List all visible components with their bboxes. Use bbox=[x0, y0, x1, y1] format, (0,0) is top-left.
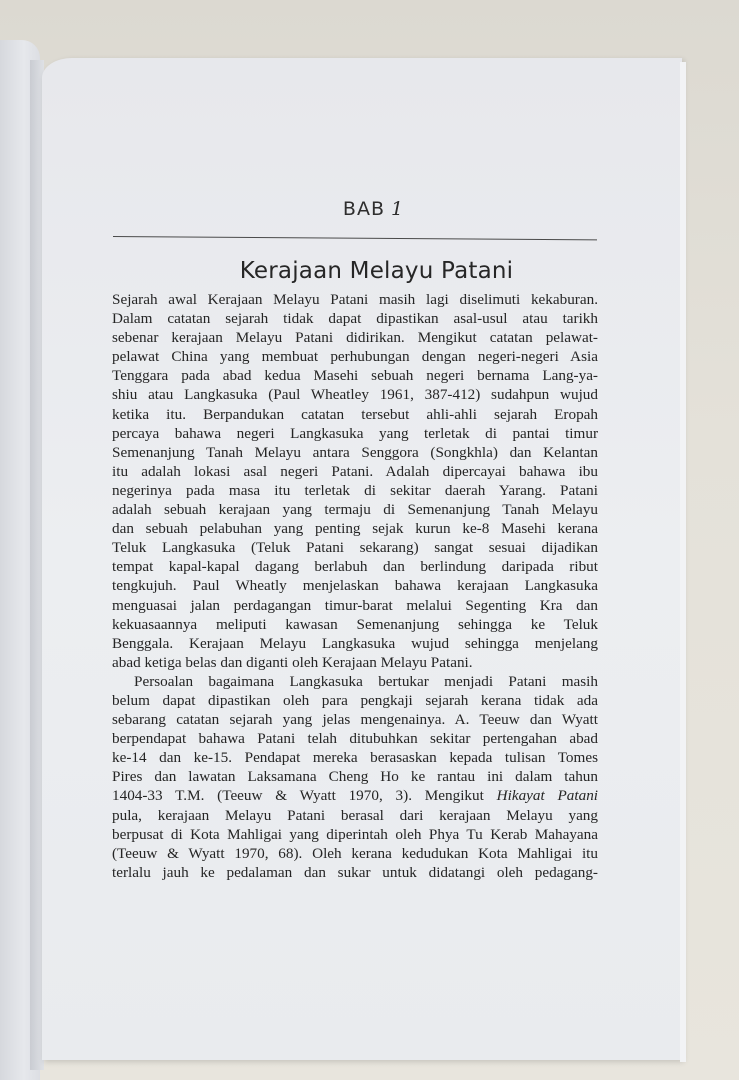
text-line: ketika itu. Berpandukan catatan tersebut ahli-ahli sejarah Eropah bbox=[112, 405, 598, 423]
text-line: Teluk Langkasuka (Teluk Patani sekarang) sangat sesuai dijadikan bbox=[112, 539, 598, 557]
text-line-with-italic bbox=[112, 786, 598, 805]
text-line: Dalam catatan sejarah tidak dapat dipastikan asal-usul atau tarikh bbox=[112, 310, 598, 328]
text-line: kekuasaannya meliputi kawasan Semenanjung sehingga ke Teluk bbox=[112, 615, 598, 633]
text-line: terlalu jauh ke pedalaman dan sukar untuk didatangi oleh pedagang- bbox=[112, 863, 598, 881]
text-line: percaya bahawa negeri Langkasuka yang terletak di pantai timur bbox=[112, 424, 598, 442]
text-line: itu adalah lokasi asal negeri Patani. Adalah dipercayai bahawa ibu bbox=[112, 462, 598, 480]
text-segment: 1404-33 T.M. (Teeuw & Wyatt 1970, 3). Mengikut bbox=[112, 787, 497, 805]
chapter-label bbox=[0, 198, 739, 220]
text-line: Tenggara pada abad kedua Masehi sebuah negeri bernama Lang-ya- bbox=[112, 367, 598, 385]
text-line: shiu atau Langkasuka (Paul Wheatley 1961, 387-412) sudahpun wujud bbox=[112, 386, 598, 404]
text-line: dan sebuah pelabuhan yang penting sejak kurun ke-8 Masehi kerana bbox=[112, 520, 598, 538]
text-line: menguasai jalan perdagangan timur-barat melalui Segenting Kra dan bbox=[112, 596, 598, 614]
text-line: negerinya pada masa itu terletak di sekitar daerah Yarang. Patani bbox=[112, 481, 598, 499]
text-line: pula, kerajaan Melayu Patani berasal dari kerajaan Melayu yang bbox=[112, 806, 598, 824]
italic-title: Hikayat Patani bbox=[496, 787, 599, 805]
text-line: ke-14 dan ke-15. Pendapat mereka berasaskan kepada tulisan Tomes bbox=[112, 749, 598, 767]
chapter-label-text: BAB bbox=[342, 198, 385, 220]
text-line: Benggala. Kerajaan Melayu Langkasuka wujud sehingga menjelang bbox=[112, 634, 598, 652]
text-line: belum dapat dipastikan oleh para pengkaji sejarah kerana tidak ada bbox=[112, 691, 598, 709]
text-line: berpendapat bahawa Patani telah ditubuhkan sekitar pertengahan abad bbox=[112, 730, 598, 748]
chapter-title: Kerajaan Melayu Patani bbox=[239, 258, 514, 284]
chapter-number: 1 bbox=[390, 198, 405, 220]
text-line: berpusat di Kota Mahligai yang diperintah oleh Phya Tu Kerab Mahayana bbox=[112, 825, 598, 843]
body-text bbox=[112, 290, 598, 882]
paragraph-2 bbox=[112, 672, 598, 882]
text-line: abad ketiga belas dan diganti oleh Kerajaan Melayu Patani. bbox=[112, 653, 473, 671]
paragraph-1 bbox=[112, 290, 598, 672]
text-line: tempat kapal-kapal dagang berlabuh dan berlindung daripada ribut bbox=[112, 558, 598, 576]
text-line: tengkujuh. Paul Wheatly menjelaskan bahawa kerajaan Langkasuka bbox=[112, 577, 598, 595]
text-line: sebarang catatan sejarah yang jelas mengenainya. A. Teeuw dan Wyatt bbox=[112, 711, 598, 729]
text-line: Persoalan bagaimana Langkasuka bertukar menjadi Patani masih bbox=[134, 672, 598, 690]
text-line: pelawat China yang membuat perhubungan dengan negeri-negeri Asia bbox=[112, 348, 598, 366]
text-line: Sejarah awal Kerajaan Melayu Patani masih lagi diselimuti kekaburan. bbox=[112, 291, 598, 308]
text-line: (Teeuw & Wyatt 1970, 68). Oleh kerana kedudukan Kota Mahligai itu bbox=[112, 844, 598, 862]
text-line: adalah sebuah kerajaan yang termaju di Semenanjung Tanah Melayu bbox=[112, 501, 598, 519]
text-line: sebenar kerajaan Melayu Patani didirikan. Mengikut catatan pelawat- bbox=[112, 329, 598, 347]
text-line: Semenanjung Tanah Melayu antara Senggora (Songkhla) dan Kelantan bbox=[112, 443, 598, 461]
text-line: Pires dan lawatan Laksamana Cheng Ho ke rantau ini dalam tahun bbox=[112, 768, 598, 786]
